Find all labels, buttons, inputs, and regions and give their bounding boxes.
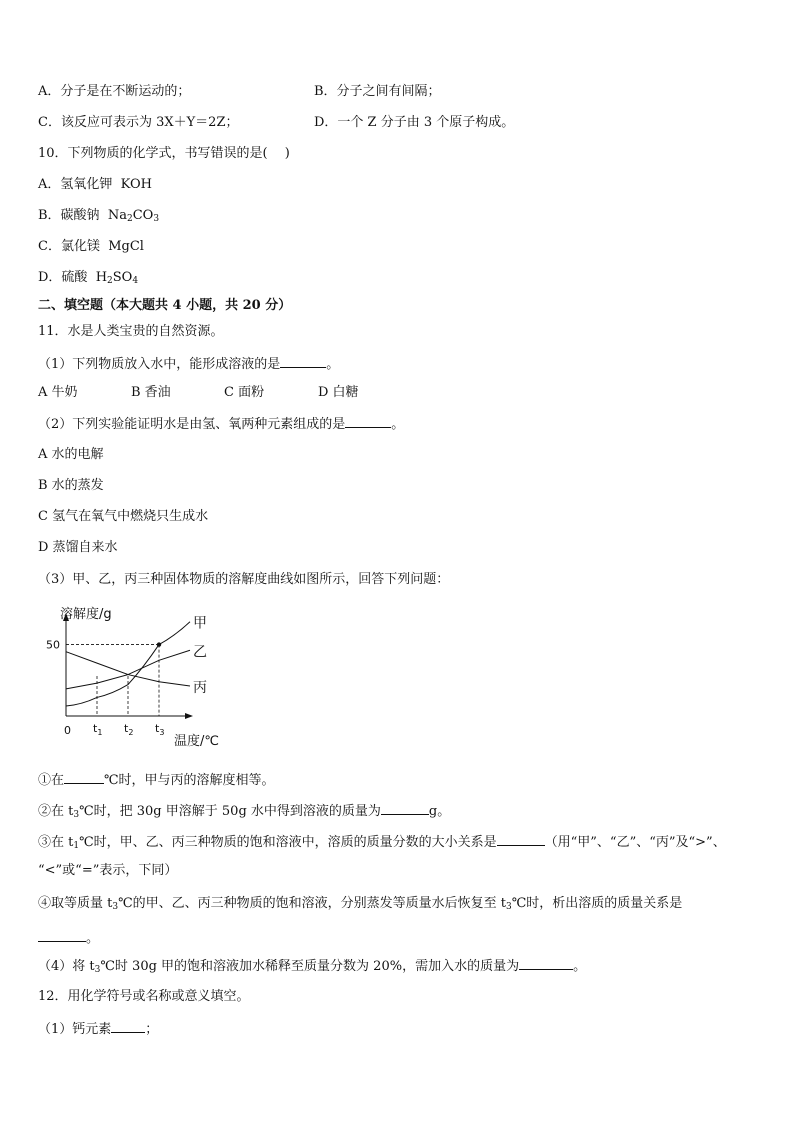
- highlight-point: [157, 642, 161, 646]
- answer-blank[interactable]: [64, 771, 104, 784]
- chart-guides: [66, 645, 159, 716]
- q10-c-formula: MgCl: [108, 239, 144, 254]
- q10-a-label: A．氢氧化钾: [38, 177, 113, 192]
- section-title: 二、填空题（本大题共 4 小题，共 20 分）: [38, 298, 292, 313]
- q11-sub4-continued: 。: [38, 929, 99, 948]
- q11-part1: （1）下列物质放入水中，能形成溶液的是 。: [38, 357, 340, 372]
- q11-part2: （2）下列实验能证明水是由氢、氧两种元素组成的是 。: [38, 417, 405, 432]
- q11-p1-option-a: A 牛奶: [38, 385, 78, 400]
- q11-p2-option-a: A 水的电解: [38, 447, 104, 462]
- solubility-chart: [36, 600, 226, 748]
- x-tick-t2: $t_2$: [124, 722, 134, 737]
- q10-option-b: [38, 207, 159, 228]
- q11-p1-option-b: B 香油: [131, 385, 171, 400]
- q10-d-label: D．硫酸: [38, 270, 88, 285]
- q11-sub1: ①在 ℃时，甲与丙的溶解度相等。: [38, 773, 275, 788]
- q9-option-c: C．该反应可表示为 3X＋Y＝2Z；: [38, 115, 239, 130]
- q11-sub2: ②在 $t_3℃$时，把 30g 甲溶解于 50g 水中得到溶液的质量为 g。: [38, 804, 451, 820]
- q11-sub4: ④取等质量 $t_3℃$的甲、乙、丙三种物质的饱和溶液，分别蒸发等质量水后恢复至 $t_3℃$时，析出溶质的质量关系是: [38, 896, 683, 912]
- q11-sub3-continued: “<”或“=”表示，下同）: [38, 863, 178, 878]
- origin-label: 0: [64, 724, 71, 737]
- q12-stem: 12．用化学符号或名称或意义填空。: [38, 989, 250, 1004]
- q11-part3: （3）甲、乙，丙三种固体物质的溶解度曲线如图所示，回答下列问题：: [38, 572, 450, 587]
- q12-part1: （1）钙元素 ；: [38, 1022, 159, 1037]
- answer-blank[interactable]: [497, 833, 545, 846]
- q11-p2-option-c: C 氢气在氧气中燃烧只生成水: [38, 509, 209, 524]
- answer-blank[interactable]: [111, 1020, 145, 1033]
- x-axis-arrow: [185, 713, 193, 719]
- q9-option-b: B．分子之间有间隔；: [314, 84, 441, 99]
- q10-option-a: [38, 176, 152, 194]
- q9-option-a: A．分子是在不断运动的；: [38, 84, 191, 99]
- q10-d-formula: $H_2SO_4$: [95, 270, 139, 286]
- x-tick-labels: [93, 722, 164, 737]
- q10-b-label: B．碳酸钠: [38, 208, 100, 223]
- series-labels: [193, 616, 207, 696]
- series-label-3: 丙: [193, 680, 207, 696]
- q11-p1-option-d: D 白糖: [318, 385, 359, 400]
- answer-blank[interactable]: [519, 957, 573, 970]
- answer-blank[interactable]: [38, 929, 86, 942]
- answer-blank[interactable]: [381, 802, 429, 815]
- y-tick-label: 50: [46, 638, 60, 652]
- x-tick-t3: $t_3$: [155, 722, 165, 737]
- q10-stem: 10．下列物质的化学式，书写错误的是( ): [38, 146, 290, 161]
- q10-a-formula: KOH: [120, 177, 153, 192]
- q10-option-c: [38, 238, 144, 256]
- y-axis-label: 溶解度/g: [60, 607, 112, 622]
- series-label-1: 甲: [193, 615, 207, 632]
- q11-p1-option-c: C 面粉: [224, 385, 265, 400]
- q10-option-d: [38, 269, 138, 290]
- q11-part4: （4）将 $t_3℃$时 30g 甲的饱和溶液加水稀释至质量分数为 20%，需加入水的质量为 。: [38, 959, 587, 975]
- x-tick-t1: $t_1$: [93, 722, 103, 737]
- q11-p2-option-d: D 蒸馏自来水: [38, 540, 118, 555]
- q11-stem: 11．水是人类宝贵的自然资源。: [38, 324, 224, 339]
- q10-c-label: C．氯化镁: [38, 239, 100, 254]
- q11-p2-option-b: B 水的蒸发: [38, 478, 104, 493]
- answer-blank[interactable]: [280, 355, 326, 368]
- q10-b-formula: $Na_2CO_3$: [107, 208, 160, 224]
- series-label-2: 乙: [193, 644, 207, 661]
- series-line-3: [66, 652, 190, 686]
- q9-option-d: D．一个 Z 分子由 3 个原子构成。: [314, 115, 515, 130]
- answer-blank[interactable]: [345, 415, 391, 428]
- x-axis-label: 温度/℃: [174, 734, 219, 748]
- q11-sub3: ③在 $t_1℃$时，甲、乙、丙三种物质的饱和溶液中，溶质的质量分数的大小关系是 （用“甲”、“乙”、“丙”及“>”、: [38, 835, 726, 851]
